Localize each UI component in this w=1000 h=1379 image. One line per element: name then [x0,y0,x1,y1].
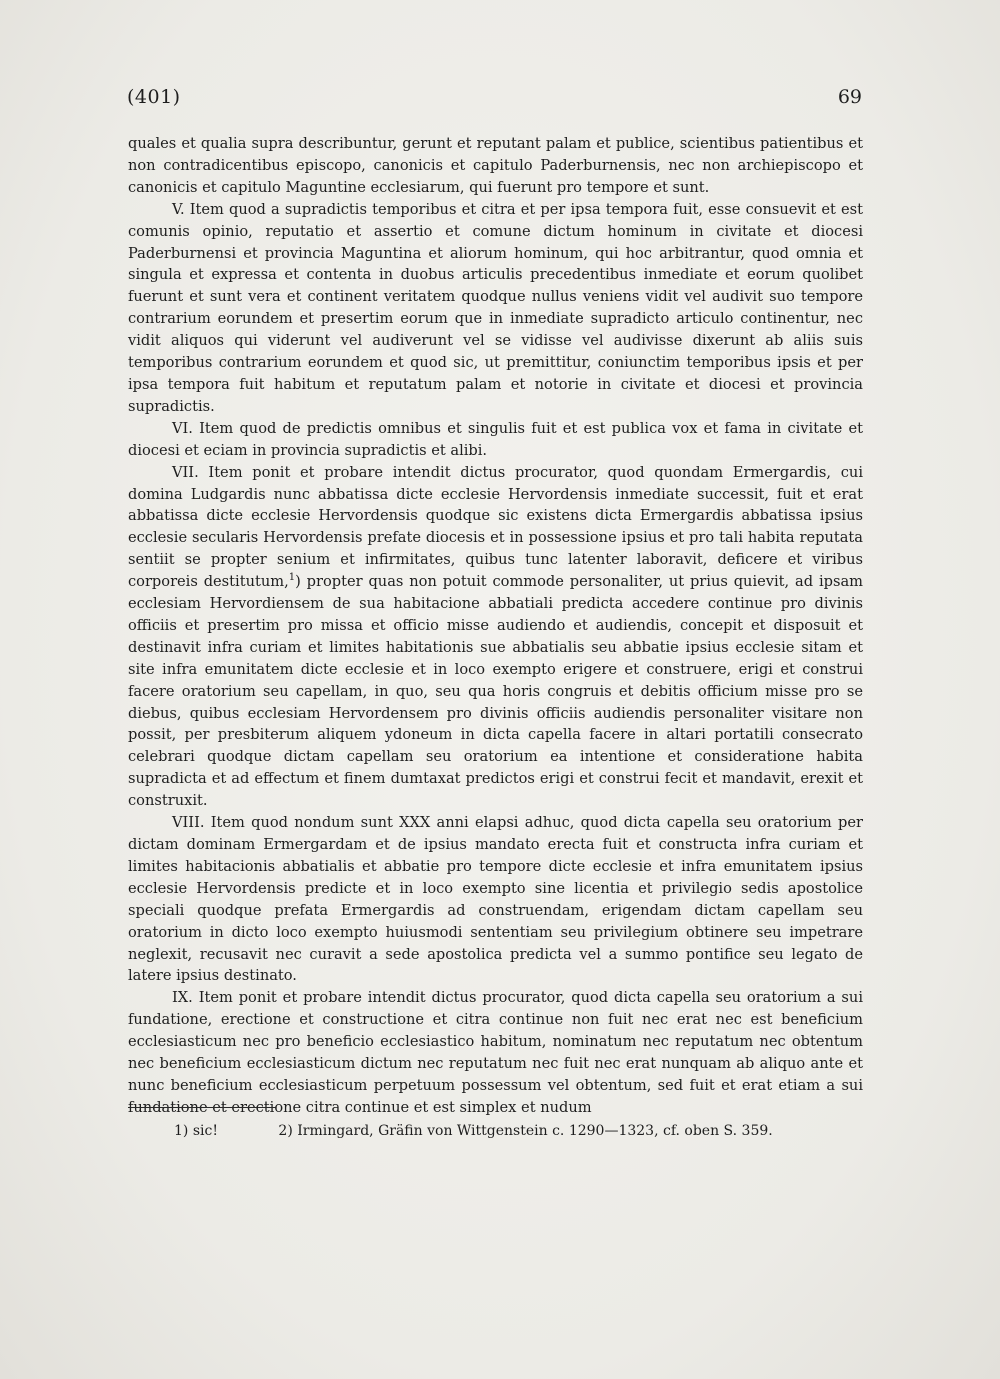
footnote-2: 2) Irmingard, Gräfin von Wittgenstein c. 1290—1323, cf. oben S. 359. [278,1123,773,1139]
paragraph-article-ix: IX. Item ponit et probare intendit dictus procurator, quod dicta capella seu oratorium a sui fundatione, erectione et constructione et citra continue non fuit nec erat nec est beneficium ecclesiasticum nec pro beneficio ecclesiastico habitum, nominatum nec reputatum nec obtentum nec beneficium ecclesiasticum dictum nec reputatum nec fuit nec erat nunquam ab aliquo ante et nunc beneficium ecclesiasticum perpetuum possessum vel obtentum, sed fuit et erat etiam a sui fundatione et erectione citra continue et est simplex et nudum [128,989,863,1116]
document-number: (401) [127,86,181,108]
footnote-marker: 1 [288,572,296,584]
paragraph-text: VII. Item ponit et probare intendit dictus procurator, quod quondam Ermergardis, cui domina Ludgardis nunc abbatissa dicte ecclesie Hervordensis inmediate successit, fuit et erat abbatissa dicte ecclesie Hervordensis quodque sic existens dicta Ermergardis abbatissa ipsius ecclesie secularis Hervordensis prefate diocesis et in possessione ipsius et pro tali habita reputata sentiit se propter senium et infirmitates, quibus tunc latenter laboravit, deficere et viribus corporeis destitutum, [128,463,863,591]
paragraph-article-viii: VIII. Item quod nondum sunt XXX anni elapsi adhuc, quod dicta capella seu oratorium per dictam dominam Ermergardam et de ipsius mandato erecta fuit et constructa infra curiam et limites habitacionis abbatialis et abbatie pro tempore dicte ecclesie et infra emunitatem ipsius ecclesie Hervordensis predicte et in loco exempto sine licentia et privilegio sedis apostolice speciali quodque prefata Ermergardis ad construendam, erigendam dictam capellam seu oratorium in dicto loco exempto huiusmodi sententiam seu privilegium obtinere seu impetrare neglexit, recusavit nec curavit a sede apostolica predicta vel a summo pontifice seu legato de latere ipsius destinato. [128,814,863,985]
footnote-1: 1) sic! [174,1123,218,1139]
paragraph-continuation: quales et qualia supra describuntur, gerunt et reputant palam et publice, scientibus patientibus et non contradicentibus episcopo, canonicis et capitulo Paderburnensis, nec non archiepiscopo et canonicis et capitulo Maguntine ecclesiarum, qui fuerunt pro tempore et sunt. [128,135,863,196]
page-number: 69 [837,86,862,108]
paragraph-article-v: V. Item quod a supradictis temporibus et citra et per ipsa tempora fuit, esse consuevit et est comunis opinio, reputatio et assertio et comune dictum hominum in civitate et diocesi Paderburnensi et provincia Maguntina et aliorum hominum, qui hoc arbitrantur, quod omnia et singula et expressa et contenta in duobus articulis precedentibus inmediate et eorum quolibet fuerunt et sunt vera et continent veritatem quodque nullus veniens vidit vel audivit suo tempore contrarium eorundem et presertim eorum que in inmediate supradicto articulo continentur, nec vidit aliquos qui viderunt vel audiverunt vel se vidisse vel audivisse dixerunt ab aliis suis temporibus contrarium eorundem et quod sic, ut premittitur, coniunctim temporibus ipsis et per ipsa tempora fuit habitum et reputatum palam et notorie in civitate et diocesi et provincia supradictis. [128,200,863,415]
body-text [128,133,863,1119]
paragraph-article-vii [128,462,863,813]
paragraph-text: ) propter quas non potuit commode personaliter, ut prius quievit, ad ipsam ecclesiam Hervordiensem de sua habitacione abbatiali predicta accedere continue pro divinis officiis et presertim pro missa et officio misse audiendo et audiendis, concepit et disposuit et destinavit infra curiam et limites habitationis sue abbatialis seu abbatie ipsius ecclesie sitam et site infra emunitatem dicte ecclesie et in loco exempto erigere et construere, erigi et construi facere oratorium seu capellam, in quo, seu qua horis congruis et debitis officium misse pro se diebus, quibus ecclesiam Hervordensem pro divinis officiis audiendis personaliter visitare non possit, per presbiterum aliquem ydoneum in dicta capella facere in altari portatili consecrato celebrari quodque dictam capellam seu oratorium ea intentione et consideratione habita supradicta et ad effectum et finem dumtaxat predictos erigi et construi fecit et mandavit, erexit et construxit. [128,573,863,810]
footnote-divider [128,1107,276,1108]
footnotes [174,1120,864,1142]
page-header [127,86,862,114]
paragraph-article-vi: VI. Item quod de predictis omnibus et singulis fuit et est publica vox et fama in civitate et diocesi et eciam in provincia supradictis et alibi. [128,419,863,459]
